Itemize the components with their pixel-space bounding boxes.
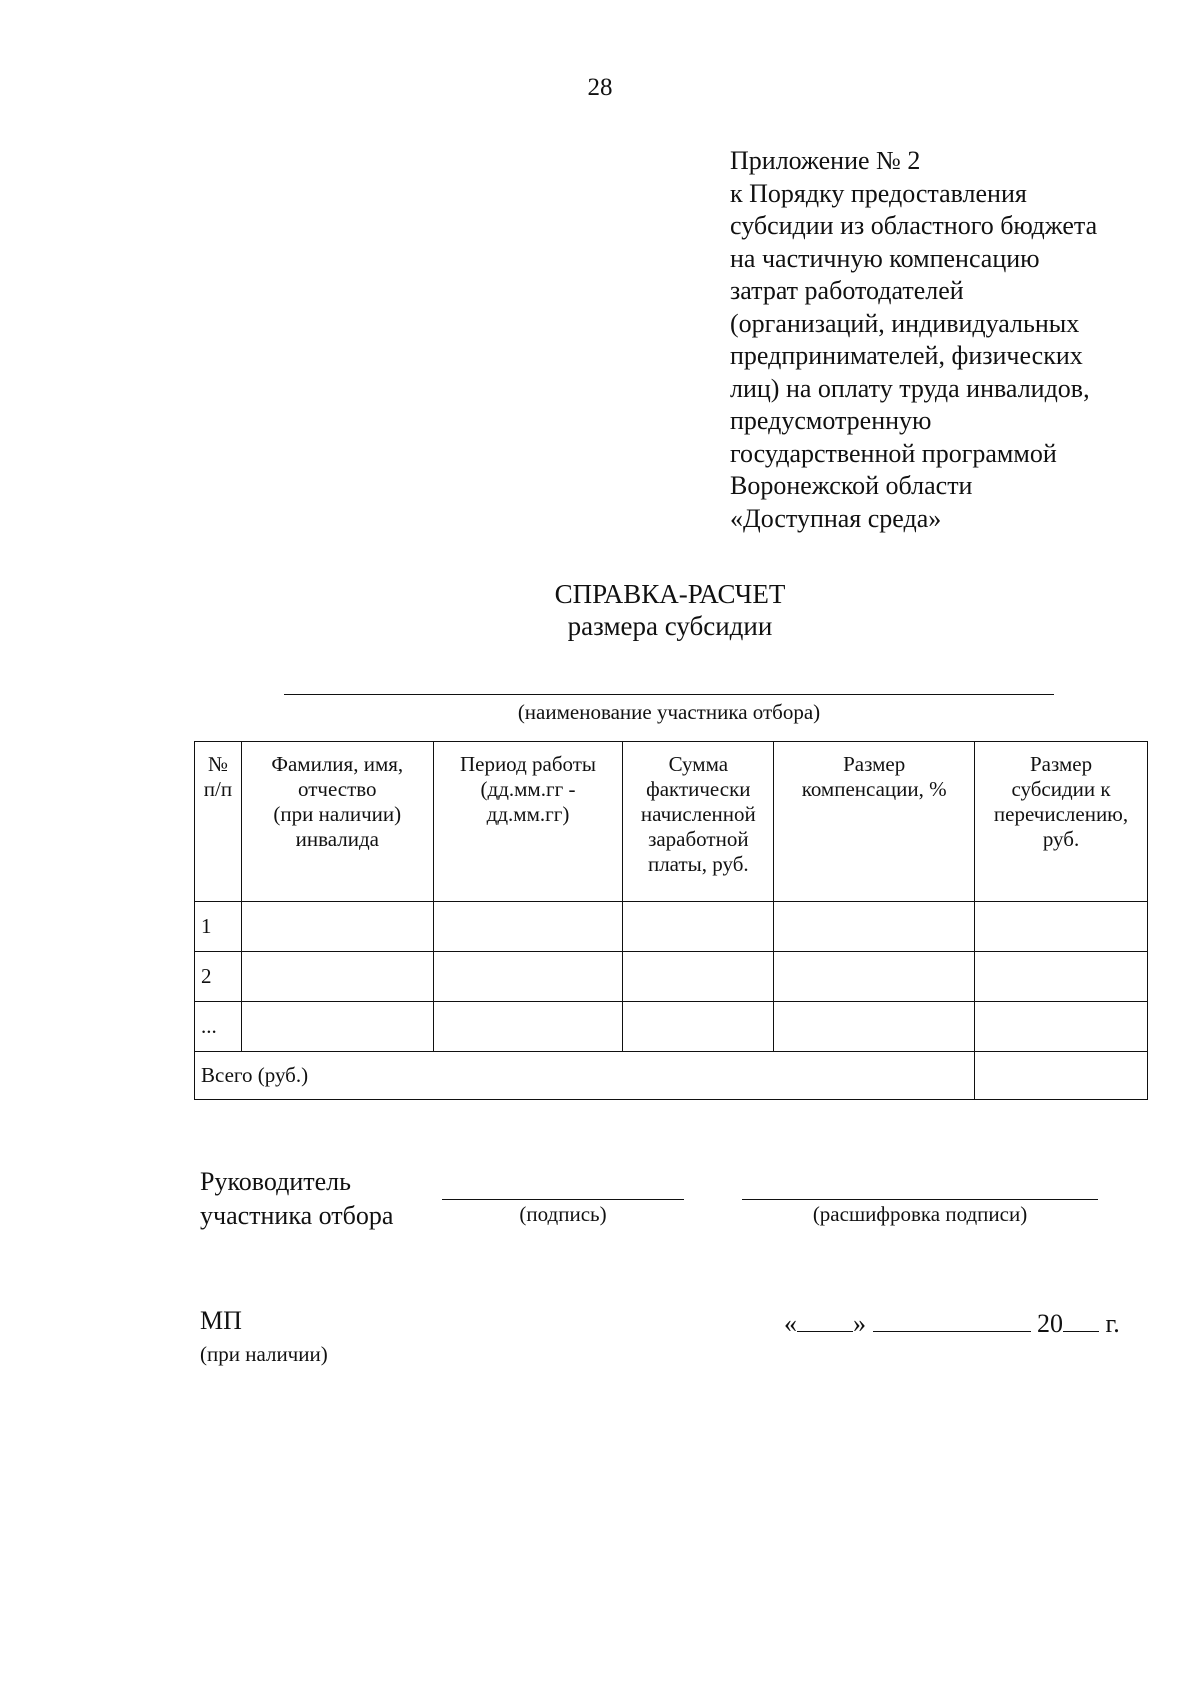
cell-compensation-percent[interactable] [774,1002,975,1052]
header-work-period: Период работы (дд.мм.гг - дд.мм.гг) [433,742,623,902]
header-full-name: Фамилия, имя, отчество (при наличии) инвалида [241,742,433,902]
document-title-block [0,578,1200,642]
table-row [195,952,1148,1002]
appendix-line: к Порядку предоставления [730,178,1027,208]
appendix-line: (организаций, индивидуальных [730,308,1080,338]
cell-total-amount[interactable] [975,1052,1148,1100]
participant-name-caption: (наименование участника отбора) [517,700,821,724]
year-suffix: г. [1105,1309,1120,1338]
head-of-participant-label: Руководитель участника отбора [200,1167,394,1230]
appendix-line: предусмотренную [730,406,932,435]
signature-decode-caption: (расшифровка подписи) [812,1202,1028,1226]
cell-salary-amount[interactable] [623,902,774,952]
appendix-line: Приложение № 2 [730,146,921,175]
cell-full-name[interactable] [241,1002,433,1052]
signature-field[interactable] [442,1199,684,1200]
header-compensation-percent: Размер компенсации, % [774,742,975,902]
cell-salary-amount[interactable] [623,952,774,1002]
appendix-line: государственной программой [730,438,1057,468]
appendix-line: предпринимателей, физических [730,341,1083,370]
table-header-row [195,742,1148,902]
date-open-quote: « [784,1309,797,1338]
year-prefix: 20 [1037,1309,1063,1338]
row-number: 2 [195,952,242,1002]
year-field[interactable] [1063,1307,1099,1332]
cell-subsidy-amount[interactable] [975,952,1148,1002]
appendix-line: на частичную компенсацию [730,243,1040,273]
cell-compensation-percent[interactable] [774,902,975,952]
cell-full-name[interactable] [241,902,433,952]
month-field[interactable] [873,1307,1031,1332]
signature-decode-field[interactable] [742,1199,1098,1200]
date-close-quote: » [853,1309,866,1338]
cell-compensation-percent[interactable] [774,952,975,1002]
row-number: 1 [195,902,242,952]
page-number: 28 [587,74,613,101]
stamp-label: МП [200,1306,242,1335]
header-salary-amount: Сумма фактически начисленной заработной платы, руб. [623,742,774,902]
cell-work-period[interactable] [433,902,623,952]
stamp-note: (при наличии) [200,1342,328,1366]
appendix-line: лиц) на оплату труда инвалидов, [730,373,1090,403]
cell-subsidy-amount[interactable] [975,902,1148,952]
cell-full-name[interactable] [241,952,433,1002]
table-row [195,902,1148,952]
date-field [784,1307,1120,1339]
document-title: СПРАВКА-РАСЧЕТ [554,579,786,609]
day-field[interactable] [797,1307,853,1332]
appendix-reference [730,145,1097,535]
cell-work-period[interactable] [433,1002,623,1052]
appendix-line: Воронежской области [730,471,973,500]
header-number: № п/п [195,742,242,902]
appendix-line: субсидии из областного бюджета [730,211,1098,240]
cell-salary-amount[interactable] [623,1002,774,1052]
subsidy-calculation-table [194,741,1148,1100]
table-row [195,1002,1148,1052]
header-subsidy-amount: Размер субсидии к перечислению, руб. [975,742,1148,902]
cell-subsidy-amount[interactable] [975,1002,1148,1052]
row-number: ... [195,1002,242,1052]
document-subtitle: размера субсидии [567,611,773,641]
signature-caption: (подпись) [519,1202,607,1226]
table-total-row [195,1052,1148,1100]
appendix-line: «Доступная среда» [730,503,942,533]
total-label: Всего (руб.) [195,1052,975,1100]
appendix-line: затрат работодателей [730,276,964,305]
cell-work-period[interactable] [433,952,623,1002]
participant-name-field[interactable] [284,694,1054,695]
